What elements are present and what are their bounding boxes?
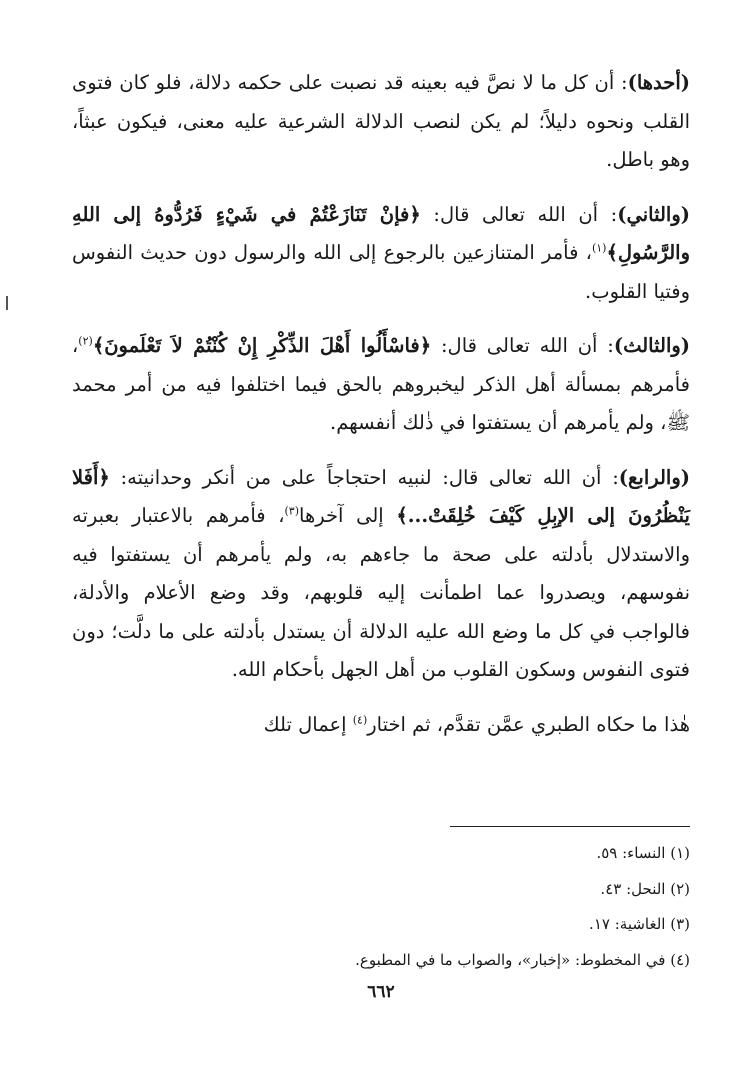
paragraph-text: ، فأمر المتنازعين بالرجوع إلى الله والرسول دون حديث النفوس وفتيا القلوب. [72, 241, 690, 303]
paragraph-text: هٰذا ما حكاه الطبري عمَّن تقدَّم، ثم اختار [367, 712, 690, 736]
paragraph-first [72, 64, 690, 180]
scan-edge-mark [6, 296, 8, 310]
footnote-item: (٣) الغاشية: ١٧. [589, 915, 690, 933]
document-page [72, 64, 690, 1054]
footnotes [72, 836, 690, 978]
paragraph-text: إلى آخرها [299, 504, 397, 527]
quran-verse: ﴿فاسْأَلُوا أَهْلَ الذِّكْرِ إِنْ كُنْتُمْ لاَ تَعْلَمونَ﴾ [92, 334, 432, 357]
quran-verse: ﴿أَفَلا يَنْظُرُونَ إلى الإبِلِ كَيْفَ خُلِقَتْ...﴾ [72, 465, 690, 527]
paragraph-lead: (والثالث) [613, 334, 691, 357]
page-number: ٦٦٢ [367, 982, 395, 1002]
footnote-marker: (٣) [284, 504, 300, 518]
footnote-item: (١) النساء: ٥٩. [596, 844, 690, 862]
paragraph-text: ، فأمرهم بالاعتبار بعبرته والاستدلال بأدلته على صحة ما جاءهم به، ولم يأمرهم أن يستفتوا فيه نفوسهم، ويصدروا عما اطمأنت إليه قلوبهم، وقد وضع الأعلام والأدلة، فالواجب في كل ما وضع الله عليه الدلالة أن يستدل بأدلته على ما دلَّت؛ دون فتوى النفوس وسكون القلوب من أهل الجهل بأحكام الله. [72, 504, 690, 681]
paragraph-fourth [72, 459, 690, 690]
paragraph-lead: (أحدها) [627, 71, 690, 94]
footnote-item: (٤) في المخطوط: «إخبار»، والصواب ما في المطبوع. [355, 950, 690, 969]
footnote-marker: (١) [591, 241, 607, 255]
footnote-marker: (٤) [352, 713, 368, 726]
quran-verse: ﴿فإنْ تَنَازَعْتُمْ في شَيْءٍ فَرُدُّوهُ إلى اللهِ والرَّسُولِ﴾ [72, 202, 690, 264]
paragraph-text: إعمال تلك [263, 712, 353, 736]
paragraph-fifth [72, 706, 690, 745]
footnote-divider [450, 826, 690, 827]
footnote-marker: (٢) [78, 334, 93, 348]
footnote-item: (٢) النحل: ٤٣. [600, 879, 690, 898]
paragraph-text: ، فأمرهم بمسألة أهل الذكر ليخبروهم بالحق فيما اختلفوا فيه من أمر محمد ﷺ، ولم يأمرهم أن يستفتوا في ذٰلك أنفسهم. [72, 334, 690, 434]
paragraph-text: : أن الله تعالى قال: لنبيه احتجاجاً على من أنكر وحدانيته: [109, 465, 619, 489]
paragraph-lead: (والرابع) [618, 465, 690, 489]
paragraph-text: : أن الله تعالى قال: [420, 202, 618, 226]
paragraph-second [72, 196, 690, 312]
paragraph-text: : أن كل ما لا نصَّ فيه بعينه قد نصبت على حكمه دلالة، فلو كان فتوى القلب ونحوه دليلاً؛ لم يكن لنصب الدلالة الشرعية عليه معنى، فيكون عبثاً، وهو باطل. [72, 71, 690, 171]
paragraph-text: : أن الله تعالى قال: [431, 334, 614, 357]
paragraph-lead: (والثاني) [617, 202, 690, 226]
paragraph-third [72, 327, 690, 443]
